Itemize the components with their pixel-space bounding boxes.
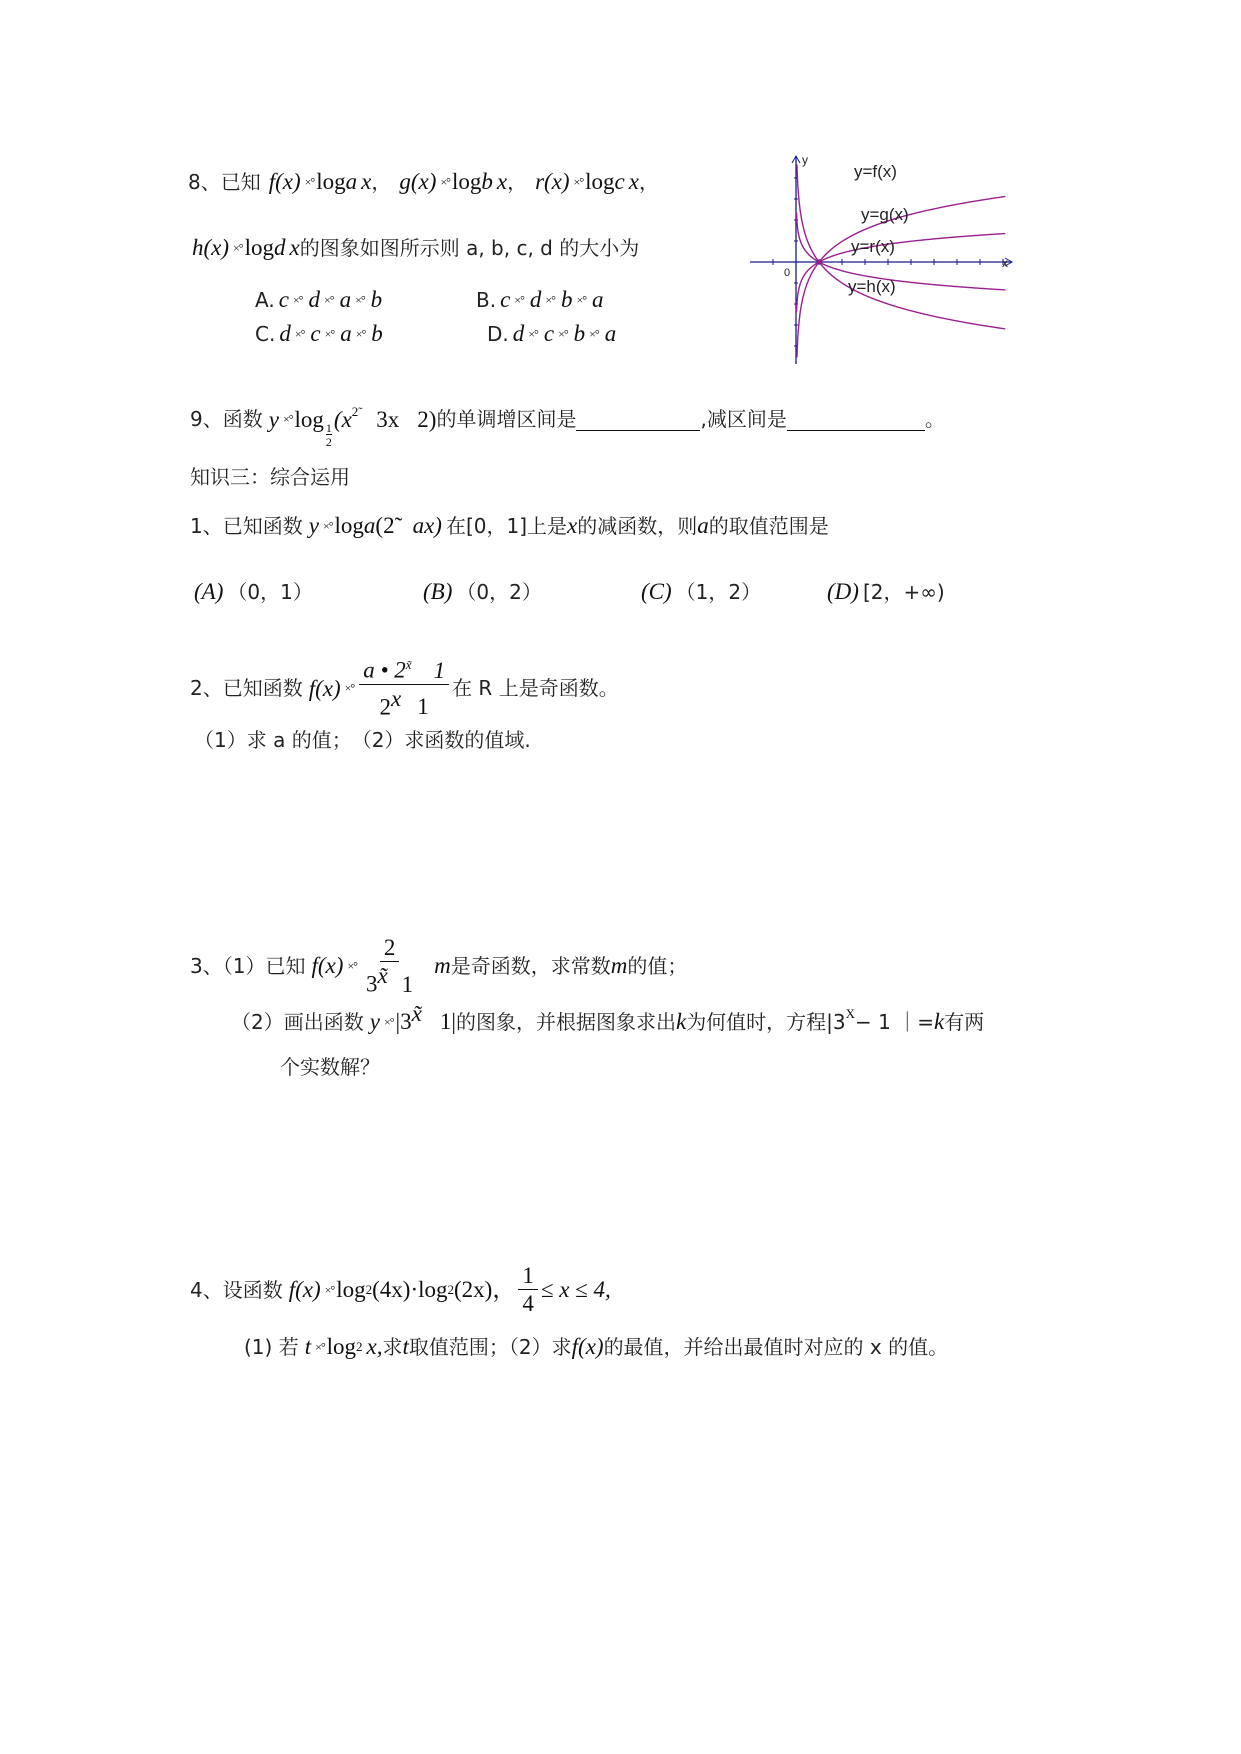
p2-subquestions: （1）求 a 的值； （2）求函数的值域. xyxy=(194,728,531,752)
math: f(x) xyxy=(288,1277,321,1302)
math: r(x) xyxy=(535,169,570,194)
math: x xyxy=(289,235,300,260)
garbled-symbol: ×° xyxy=(514,292,524,307)
section-heading: 知识三：综合运用 xyxy=(190,465,350,489)
math: (2̃ xyxy=(375,513,395,538)
math: (x xyxy=(333,406,352,432)
math: d xyxy=(279,321,291,346)
option-label: C. xyxy=(255,321,276,346)
fraction xyxy=(359,658,449,718)
math: a xyxy=(604,321,617,346)
garbled-symbol: ×° xyxy=(589,326,599,341)
math: d xyxy=(529,287,542,312)
curve-1 xyxy=(797,234,1006,313)
math: d xyxy=(274,235,286,260)
math: ax) xyxy=(412,513,442,538)
math: c xyxy=(278,287,289,312)
math: 1 xyxy=(417,694,429,720)
option-value: （0，1） xyxy=(227,579,313,604)
math: d xyxy=(512,321,525,346)
math: f(x) xyxy=(311,953,344,979)
curve-label: y=h(x) xyxy=(848,277,896,296)
garbled-symbol: ×° xyxy=(558,326,568,341)
curve-label: y=g(x) xyxy=(861,205,909,224)
math: 2 xyxy=(365,1282,373,1297)
math: x, xyxy=(366,1334,383,1359)
math: x̃ xyxy=(377,963,388,988)
option-label: (B) xyxy=(423,579,453,604)
numerator: 1 xyxy=(325,421,332,435)
garbled-symbol: ×° xyxy=(322,518,333,533)
garbled-symbol: ×° xyxy=(282,412,293,426)
numerator: 2 xyxy=(380,936,400,962)
math: 1 xyxy=(433,657,446,683)
p1-number: 1、已知函数 xyxy=(190,513,303,538)
p3-text: 是奇函数，求常数 xyxy=(450,953,611,978)
math: 1 xyxy=(401,971,414,997)
math: a xyxy=(345,169,358,194)
garbled-symbol: ×° xyxy=(315,1339,325,1354)
garbled-symbol: ×° xyxy=(344,681,355,696)
math: m xyxy=(434,953,451,979)
math: a xyxy=(340,321,352,346)
q8-option-c[interactable] xyxy=(255,322,383,345)
math: (2x)， xyxy=(454,1277,516,1302)
q8-option-a[interactable] xyxy=(255,288,382,311)
garbled-symbol: ×° xyxy=(528,326,538,341)
garbled-symbol: ×° xyxy=(294,326,305,341)
p3-text: （2）画出函数 xyxy=(231,1009,364,1034)
p3-text: 的图象，并根据图象求出 xyxy=(455,1009,676,1034)
curve-label: y=f(x) xyxy=(854,162,897,181)
math: log xyxy=(326,1334,357,1359)
math: x xyxy=(391,685,402,711)
garbled-symbol: ×° xyxy=(347,958,357,973)
math: x xyxy=(361,169,372,194)
denominator: 2 xyxy=(325,435,332,449)
p1-text: 的取值范围是 xyxy=(708,513,829,538)
p3-text: 个实数解？ xyxy=(280,1055,380,1079)
p3-number: 3、（1）已知 xyxy=(190,953,306,978)
q8-number: 8、已知 xyxy=(188,169,261,194)
math: t xyxy=(304,1334,312,1359)
garbled-symbol: ×° xyxy=(324,326,335,341)
math: h(x) xyxy=(192,235,230,260)
option-label: D. xyxy=(487,321,509,346)
math: 2 xyxy=(447,1282,454,1297)
log-function-graph xyxy=(750,152,1020,367)
garbled-symbol: ×° xyxy=(383,1014,394,1029)
math: 2 xyxy=(379,694,392,720)
math: a • 2 xyxy=(363,657,406,683)
option-label: (A) xyxy=(194,579,224,604)
option-value: （1，2） xyxy=(675,579,762,604)
origin-label: 0 xyxy=(784,267,791,279)
math: f(x) xyxy=(308,675,341,701)
garbled-symbol: ×° xyxy=(355,292,365,307)
math: 2 xyxy=(356,1339,363,1354)
math: y xyxy=(308,513,319,538)
math: 3 xyxy=(365,971,378,997)
p3-line-1 xyxy=(190,936,687,996)
math: t xyxy=(402,1334,409,1359)
q8-option-b[interactable] xyxy=(476,288,604,311)
garbled-symbol: ×° xyxy=(324,1282,335,1297)
log-base-fraction xyxy=(326,422,332,448)
math: |3 xyxy=(395,1009,412,1034)
option-value: [2，+∞) xyxy=(862,579,945,604)
curve-2 xyxy=(797,213,1006,290)
math: a xyxy=(697,513,709,538)
garbled-symbol: ×° xyxy=(576,292,587,307)
p2-number: 2、已知函数 xyxy=(190,676,303,701)
math: c xyxy=(614,169,625,194)
math: x̃ xyxy=(411,1001,422,1026)
garbled-symbol: ×° xyxy=(545,292,555,307)
garbled-symbol: ×° xyxy=(233,240,243,255)
math: 1| xyxy=(439,1009,456,1034)
math: b xyxy=(573,321,586,346)
math: f(x) xyxy=(571,1334,604,1359)
q8-line-2 xyxy=(192,236,639,259)
math: c xyxy=(543,321,555,346)
q9-text: ,减区间是 xyxy=(700,407,787,431)
math: f(x) xyxy=(268,169,301,194)
math: 2̃ xyxy=(351,403,359,419)
option-label: (D) xyxy=(827,579,859,604)
x-axis-label: x xyxy=(1002,256,1008,270)
p1-option-3[interactable] xyxy=(827,580,945,603)
math: b xyxy=(481,169,493,194)
comma: ， xyxy=(371,169,392,194)
p1-option-1[interactable] xyxy=(423,580,542,603)
garbled-symbol: ×° xyxy=(304,174,315,189)
p3-text: 为何值时，方程|3 xyxy=(686,1009,846,1034)
math: a xyxy=(592,287,604,312)
answer-blank-decreasing[interactable] xyxy=(787,408,925,431)
option-label: A. xyxy=(255,287,275,312)
fraction xyxy=(362,936,417,996)
math: x̃ xyxy=(405,657,412,672)
comma: ， xyxy=(507,169,528,194)
math: k xyxy=(675,1009,687,1034)
option-label: B. xyxy=(476,287,497,312)
y-axis-label: y xyxy=(802,153,808,167)
garbled-symbol: ×° xyxy=(292,292,303,307)
math: log xyxy=(585,169,615,194)
denominator xyxy=(376,685,433,719)
p1-line xyxy=(190,514,829,537)
p4-line-2 xyxy=(244,1335,948,1358)
numerator xyxy=(359,658,449,685)
garbled-symbol: ×° xyxy=(440,174,450,189)
math: y xyxy=(369,1009,380,1034)
q8-option-d[interactable] xyxy=(487,322,616,345)
math: g(x) xyxy=(399,169,437,194)
p3-text: 的值； xyxy=(627,953,688,978)
math: ≤ x ≤ 4, xyxy=(540,1277,611,1302)
math: log xyxy=(294,406,324,432)
q8-line-1 xyxy=(188,170,659,193)
denominator xyxy=(362,962,417,996)
math: b xyxy=(371,321,383,346)
math: b xyxy=(560,287,573,312)
option-value: （0，2） xyxy=(456,579,542,604)
p1-text: 在[0，1]上是 xyxy=(445,513,568,538)
garbled-symbol: ×° xyxy=(573,174,584,189)
math: c xyxy=(500,287,511,312)
q9-number: 9、函数 xyxy=(190,407,263,431)
math: k xyxy=(934,1009,945,1034)
p1-option-2[interactable] xyxy=(641,580,761,603)
math: (4x)·log xyxy=(372,1277,448,1302)
comma: ， xyxy=(638,169,659,194)
p3-line-2 xyxy=(231,1001,985,1034)
p3-text: − 1 ｜= xyxy=(855,1009,935,1034)
option-label: (C) xyxy=(641,579,672,604)
numerator: 1 xyxy=(518,1264,538,1290)
math: log xyxy=(334,513,364,538)
q9-text: 。 xyxy=(924,407,945,431)
math: d xyxy=(308,287,320,312)
math: log xyxy=(451,169,482,194)
math: m xyxy=(610,953,628,979)
p4-line-1 xyxy=(190,1264,611,1315)
math: 2) xyxy=(417,406,437,432)
p3-text: 有两 xyxy=(944,1009,985,1034)
q9-text: 的单调增区间是 xyxy=(436,407,577,431)
math: x xyxy=(567,513,578,538)
math: a xyxy=(339,287,352,312)
p1-option-0[interactable] xyxy=(194,580,313,603)
math: X xyxy=(845,1006,856,1021)
p4-text: 求 xyxy=(382,1334,403,1359)
p2-text: 在 R 上是奇函数。 xyxy=(452,676,619,701)
math: x xyxy=(496,169,508,194)
math: log xyxy=(336,1277,366,1302)
p4-number: 4、设函数 xyxy=(190,1277,283,1302)
math: c xyxy=(310,321,321,346)
p4-text: 的最值，并给出最值时对应的 x 的值。 xyxy=(603,1334,949,1359)
p4-text: (1) 若 xyxy=(244,1334,299,1359)
garbled-symbol: ×° xyxy=(355,326,366,341)
answer-blank-increasing[interactable] xyxy=(576,408,700,431)
math: x xyxy=(628,169,639,194)
curve-3 xyxy=(797,165,1005,329)
math: a xyxy=(363,513,376,538)
p4-text: 取值范围；（2）求 xyxy=(408,1334,572,1359)
math: b xyxy=(370,287,383,312)
math: log xyxy=(316,169,346,194)
p2-line xyxy=(190,658,619,718)
math: log xyxy=(244,235,274,260)
math: y xyxy=(268,406,279,432)
garbled-symbol: ×° xyxy=(323,292,334,307)
math: 3x xyxy=(376,406,400,432)
q9-line xyxy=(190,403,945,449)
curve-label: y=r(x) xyxy=(851,237,895,256)
fraction xyxy=(518,1264,538,1315)
denominator: 4 xyxy=(522,1291,534,1316)
p1-text: 的减函数，则 xyxy=(577,513,698,538)
q8-text: 的图象如图所示则 a, b, c, d 的大小为 xyxy=(299,235,640,260)
